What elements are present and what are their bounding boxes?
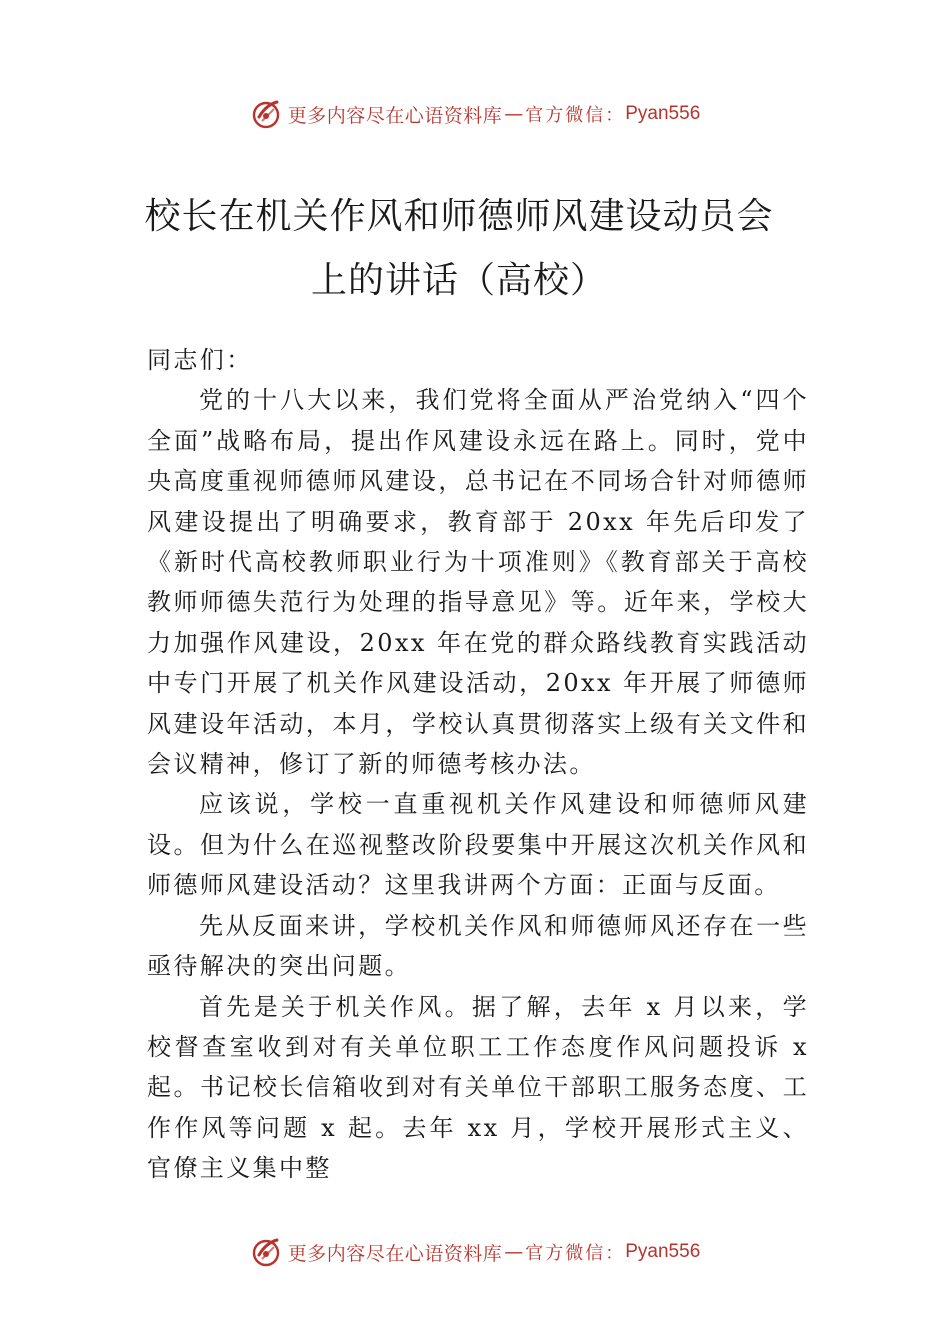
document-title-line-1: 校长在机关作风和师德师风建设动员会	[144, 196, 774, 237]
banner-separator: —	[504, 103, 524, 125]
banner-wechat-label: 官方微信：	[525, 105, 626, 126]
banner-wechat-id: Pyan556	[625, 103, 701, 124]
banner-separator: —	[504, 1241, 524, 1263]
header-banner	[0, 94, 950, 134]
document-body	[147, 340, 809, 1189]
brand-logo-icon	[250, 97, 284, 131]
paragraph-3: 先从反面来讲，学校机关作风和师德师风还存在一些亟待解决的突出问题。	[147, 911, 809, 981]
banner-wechat-label: 官方微信：	[525, 1243, 626, 1264]
document-title-line-2: 上的讲话（高校）	[310, 260, 607, 301]
banner-text: 更多内容尽在心语资料库	[287, 104, 503, 127]
footer-banner	[0, 1232, 950, 1272]
paragraph-2: 应该说，学校一直重视机关作风建设和师德师风建设。但为什么在巡视整改阶段要集中开展这次机关作风和师德师风建设活动？这里我讲两个方面：正面与反面。	[147, 790, 809, 900]
paragraph-4: 首先是关于机关作风。据了解，去年 x 月以来，学校督查室收到对有关单位职工工作态度作风问题投诉 x 起。书记校长信箱收到对有关单位干部职工服务态度、工作作风等问题 x 起。去年 xx 月，学校开展形式主义、官僚主义集中整	[147, 992, 809, 1183]
banner-wechat-id: Pyan556	[625, 1241, 701, 1262]
salutation: 同志们：	[147, 346, 253, 374]
paragraph-1: 党的十八大以来，我们党将全面从严治党纳入“四个全面”战略布局，提出作风建设永远在路上。同时，党中央高度重视师德师风建设，总书记在不同场合针对师德师风建设提出了明确要求，教育部于 20xx 年先后印发了《新时代高校教师职业行为十项准则》《教育部关于高校教师师德失范行为处理的指导意见》等。近年来，学校大力加强作风建设，20xx 年在党的群众路线教育实践活动中专门开展了机关作风建设活动，20xx 年开展了师德师风建设年活动，本月，学校认真贯彻落实上级有关文件和会议精神，修订了新的师德考核办法。	[147, 386, 809, 779]
brand-logo-icon	[250, 1235, 284, 1269]
banner-text: 更多内容尽在心语资料库	[287, 1242, 503, 1265]
